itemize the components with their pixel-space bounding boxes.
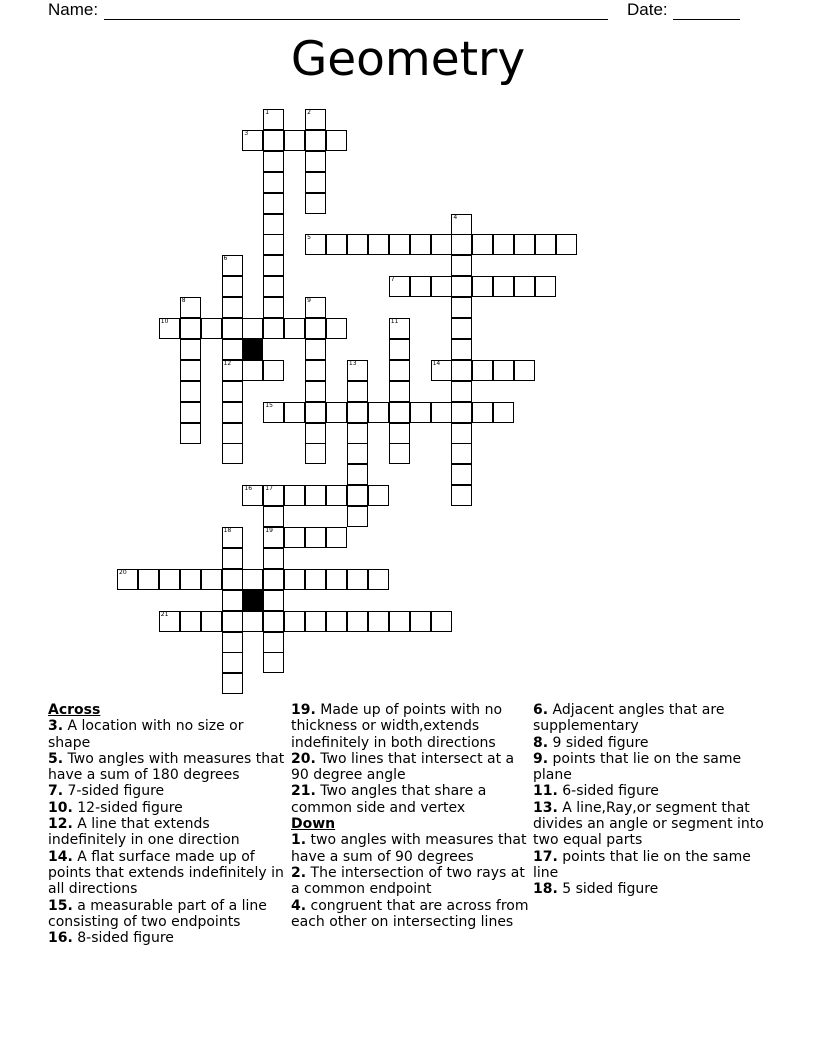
- clue-number-label: 18.: [533, 881, 558, 898]
- down-clue: [533, 702, 773, 735]
- grid-cell[interactable]: [263, 130, 284, 151]
- grid-cell[interactable]: [222, 632, 243, 653]
- grid-cell[interactable]: [159, 569, 180, 590]
- down-clue: [533, 881, 773, 897]
- grid-cell[interactable]: [472, 360, 493, 381]
- clue-text: points that lie on the same line: [533, 848, 751, 881]
- grid-cell[interactable]: [263, 234, 284, 255]
- grid-cell[interactable]: [263, 255, 284, 276]
- clue-number-label: 12.: [48, 816, 73, 833]
- grid-cell[interactable]: [222, 381, 243, 402]
- clue-number-label: 4.: [291, 897, 307, 914]
- clue-number: 16: [244, 485, 253, 493]
- grid-cell[interactable]: [493, 360, 514, 381]
- grid-cell[interactable]: [180, 611, 201, 632]
- grid-cell[interactable]: [263, 611, 284, 632]
- grid-cell[interactable]: [410, 402, 431, 423]
- clue-number-label: 7.: [48, 783, 64, 800]
- grid-cell[interactable]: [326, 485, 347, 506]
- grid-cell[interactable]: [180, 569, 201, 590]
- across-heading: Across: [48, 702, 101, 718]
- clue-number-label: 2.: [291, 864, 307, 881]
- clue-text: congruent that are across from each other on intersecting lines: [291, 897, 529, 930]
- clue-number-label: 16.: [48, 930, 73, 947]
- across-clue: [291, 783, 531, 816]
- grid-cell[interactable]: [242, 569, 263, 590]
- grid-cell[interactable]: [284, 318, 305, 339]
- grid-cell[interactable]: [326, 234, 347, 255]
- grid-cell[interactable]: [410, 276, 431, 297]
- down-clue: [533, 735, 773, 751]
- grid-cell[interactable]: [305, 443, 326, 464]
- grid-cell[interactable]: [263, 214, 284, 235]
- grid-cell[interactable]: [180, 339, 201, 360]
- grid-cell[interactable]: [305, 402, 326, 423]
- grid-cell[interactable]: [284, 402, 305, 423]
- across-clue: [48, 930, 288, 946]
- across-clue: [48, 800, 288, 816]
- clue-number-label: 6.: [533, 702, 549, 718]
- clue-number: 11: [390, 318, 399, 325]
- grid-cell[interactable]: [326, 611, 347, 632]
- grid-cell[interactable]: [284, 611, 305, 632]
- grid-cell[interactable]: [180, 297, 201, 318]
- grid-cell[interactable]: [305, 130, 326, 151]
- clue-column-1: [48, 702, 288, 946]
- across-clue: [48, 898, 288, 931]
- across-clue: [48, 718, 288, 751]
- grid-cell[interactable]: [242, 360, 263, 381]
- grid-cell[interactable]: [368, 234, 389, 255]
- grid-cell[interactable]: [410, 611, 431, 632]
- clue-text: 12-sided figure: [72, 799, 183, 816]
- grid-cell[interactable]: [389, 360, 410, 381]
- grid-cell[interactable]: [263, 360, 284, 381]
- grid-cell[interactable]: [514, 276, 535, 297]
- clue-number: 13: [348, 359, 357, 367]
- grid-cell[interactable]: [451, 381, 472, 402]
- grid-cell[interactable]: [305, 381, 326, 402]
- grid-cell[interactable]: [305, 234, 326, 255]
- across-clue: [48, 849, 288, 898]
- grid-cell[interactable]: [451, 255, 472, 276]
- grid-cell[interactable]: [368, 569, 389, 590]
- grid-cell[interactable]: [347, 402, 368, 423]
- grid-cell[interactable]: [431, 611, 452, 632]
- grid-cell[interactable]: [410, 234, 431, 255]
- grid-cell[interactable]: [222, 652, 243, 673]
- grid-cell[interactable]: [284, 569, 305, 590]
- clue-text: 6-sided figure: [557, 783, 659, 800]
- grid-cell[interactable]: [389, 423, 410, 444]
- grid-cell[interactable]: [326, 527, 347, 548]
- clue-number-label: 14.: [48, 848, 73, 865]
- clue-number: 7: [390, 276, 395, 284]
- grid-cell[interactable]: [347, 569, 368, 590]
- grid-cell[interactable]: [368, 611, 389, 632]
- across-clue-list-b: [291, 702, 531, 816]
- grid-cell[interactable]: [451, 318, 472, 339]
- grid-cell[interactable]: [347, 485, 368, 506]
- grid-cell[interactable]: [389, 276, 410, 297]
- grid-cell[interactable]: [305, 193, 326, 214]
- page-title: Geometry: [290, 32, 526, 87]
- grid-cell[interactable]: [242, 485, 263, 506]
- grid-cell[interactable]: [263, 297, 284, 318]
- grid-cell[interactable]: [305, 318, 326, 339]
- across-clue-list-a: [48, 718, 288, 946]
- grid-cell[interactable]: [263, 151, 284, 172]
- grid-cell[interactable]: [431, 402, 452, 423]
- grid-cell[interactable]: [180, 381, 201, 402]
- grid-cell[interactable]: [556, 234, 577, 255]
- grid-cell[interactable]: [347, 234, 368, 255]
- grid-cell[interactable]: [222, 297, 243, 318]
- grid-cell[interactable]: [263, 632, 284, 653]
- clue-number: 14: [432, 359, 441, 367]
- grid-cell[interactable]: [222, 569, 243, 590]
- black-square: [242, 339, 263, 360]
- across-clue: [48, 783, 288, 799]
- grid-cell[interactable]: [514, 360, 535, 381]
- clue-number: 15: [265, 401, 273, 409]
- grid-cell[interactable]: [305, 339, 326, 360]
- grid-cell[interactable]: [472, 402, 493, 423]
- down-clue: [533, 849, 773, 882]
- grid-cell[interactable]: [493, 402, 514, 423]
- grid-cell[interactable]: [222, 318, 243, 339]
- clue-number-label: 8.: [533, 734, 549, 751]
- across-clue: [291, 702, 531, 751]
- grid-cell[interactable]: [514, 234, 535, 255]
- clue-text: The intersection of two rays at a common endpoint: [291, 864, 525, 898]
- grid-cell[interactable]: [431, 234, 452, 255]
- clue-number: 20: [119, 568, 127, 576]
- grid-cell[interactable]: [263, 548, 284, 569]
- grid-cell[interactable]: [263, 109, 284, 130]
- down-heading: Down: [291, 816, 336, 833]
- clue-number-label: 21.: [291, 783, 316, 800]
- clue-number: 2: [307, 109, 311, 116]
- grid-cell[interactable]: [180, 318, 201, 339]
- across-clue: [291, 751, 531, 784]
- grid-cell[interactable]: [389, 381, 410, 402]
- grid-cell[interactable]: [222, 443, 243, 464]
- grid-cell[interactable]: [389, 611, 410, 632]
- grid-cell[interactable]: [451, 297, 472, 318]
- grid-cell[interactable]: [451, 443, 472, 464]
- grid-cell[interactable]: [493, 234, 514, 255]
- clue-number: 4: [453, 213, 458, 221]
- clue-number: 19: [265, 527, 273, 534]
- grid-cell[interactable]: [347, 443, 368, 464]
- name-label: Name:: [48, 0, 99, 19]
- grid-cell[interactable]: [263, 276, 284, 297]
- black-square: [242, 590, 263, 611]
- clue-number-label: 11.: [533, 783, 558, 800]
- clue-number-label: 1.: [291, 832, 307, 849]
- grid-cell[interactable]: [242, 611, 263, 632]
- grid-cell[interactable]: [263, 485, 284, 506]
- grid-cell[interactable]: [138, 569, 159, 590]
- clue-number: 1: [265, 109, 270, 116]
- grid-cell[interactable]: [451, 234, 472, 255]
- clue-number-label: 9.: [533, 750, 549, 767]
- clue-number-label: 15.: [48, 897, 73, 914]
- down-clue: [291, 865, 531, 898]
- grid-cell[interactable]: [451, 464, 472, 485]
- grid-cell[interactable]: [347, 423, 368, 444]
- clue-number: 10: [160, 318, 169, 325]
- clue-number-label: 19.: [291, 702, 316, 718]
- grid-cell[interactable]: [305, 109, 326, 130]
- clue-number-label: 17.: [533, 848, 558, 865]
- clue-number: 17: [265, 485, 273, 493]
- grid-cell[interactable]: [347, 506, 368, 527]
- grid-cell[interactable]: [180, 423, 201, 444]
- grid-cell[interactable]: [222, 360, 243, 381]
- clue-text: a measurable part of a line consisting of two endpoints: [48, 897, 267, 930]
- grid-cell[interactable]: [347, 464, 368, 485]
- grid-cell[interactable]: [180, 360, 201, 381]
- grid-cell[interactable]: [451, 214, 472, 235]
- grid-cell[interactable]: [159, 611, 180, 632]
- grid-cell[interactable]: [326, 318, 347, 339]
- date-label: Date:: [627, 0, 668, 19]
- down-clue-list-a: [291, 832, 531, 930]
- grid-cell[interactable]: [347, 611, 368, 632]
- grid-cell[interactable]: [284, 130, 305, 151]
- grid-cell[interactable]: [222, 339, 243, 360]
- clue-number-label: 10.: [48, 799, 73, 816]
- grid-cell[interactable]: [451, 360, 472, 381]
- grid-cell[interactable]: [263, 402, 284, 423]
- grid-cell[interactable]: [493, 276, 514, 297]
- down-clue: [533, 800, 773, 849]
- grid-cell[interactable]: [305, 172, 326, 193]
- clue-text: A location with no size or shape: [48, 718, 244, 751]
- grid-cell[interactable]: [263, 318, 284, 339]
- clue-number: 5: [307, 234, 311, 242]
- grid-cell[interactable]: [263, 652, 284, 673]
- grid-cell[interactable]: [347, 381, 368, 402]
- clue-text: points that lie on the same plane: [533, 750, 742, 784]
- grid-cell[interactable]: [222, 276, 243, 297]
- grid-cell[interactable]: [284, 485, 305, 506]
- clue-text: 9 sided figure: [548, 734, 649, 751]
- clue-number: 8: [181, 297, 186, 305]
- grid-cell[interactable]: [451, 276, 472, 297]
- grid-cell[interactable]: [305, 423, 326, 444]
- grid-cell[interactable]: [305, 611, 326, 632]
- clue-column-3: [533, 702, 773, 898]
- down-clue: [533, 751, 773, 784]
- grid-cell[interactable]: [263, 506, 284, 527]
- grid-cell[interactable]: [326, 130, 347, 151]
- clue-text: 8-sided figure: [72, 930, 174, 947]
- clue-number-label: 5.: [48, 750, 64, 767]
- grid-cell[interactable]: [389, 339, 410, 360]
- grid-cell[interactable]: [326, 569, 347, 590]
- grid-cell[interactable]: [535, 276, 556, 297]
- down-clue: [291, 832, 531, 865]
- clue-number: 12: [223, 359, 232, 367]
- clue-text: A line,Ray,or segment that divides an angle or segment into two equal parts: [533, 799, 764, 849]
- grid-cell[interactable]: [222, 527, 243, 548]
- grid-cell[interactable]: [472, 276, 493, 297]
- clue-number-label: 13.: [533, 799, 558, 816]
- grid-cell[interactable]: [284, 527, 305, 548]
- grid-cell[interactable]: [201, 569, 222, 590]
- clue-text: Two lines that intersect at a 90 degree angle: [291, 750, 515, 784]
- grid-cell[interactable]: [222, 255, 243, 276]
- grid-cell[interactable]: [242, 130, 263, 151]
- clue-text: two angles with measures that have a sum of 90 degrees: [291, 832, 527, 865]
- grid-cell[interactable]: [222, 402, 243, 423]
- grid-cell[interactable]: [222, 548, 243, 569]
- clue-text: Two angles with measures that have a sum of 180 degrees: [48, 750, 285, 784]
- down-clue-list-b: [533, 702, 773, 898]
- clue-column-2: [291, 702, 531, 930]
- grid-cell[interactable]: [451, 339, 472, 360]
- clue-text: 5 sided figure: [557, 881, 659, 898]
- grid-cell[interactable]: [242, 318, 263, 339]
- grid-cell[interactable]: [305, 360, 326, 381]
- grid-cell[interactable]: [263, 569, 284, 590]
- grid-cell[interactable]: [117, 569, 138, 590]
- grid-cell[interactable]: [305, 151, 326, 172]
- clue-number: 21: [160, 610, 169, 618]
- grid-cell[interactable]: [305, 485, 326, 506]
- grid-cell[interactable]: [535, 234, 556, 255]
- clue-text: Adjacent angles that are supplementary: [533, 702, 725, 735]
- grid-cell[interactable]: [305, 569, 326, 590]
- grid-cell[interactable]: [472, 234, 493, 255]
- grid-cell[interactable]: [368, 485, 389, 506]
- grid-cell[interactable]: [368, 402, 389, 423]
- grid-cell[interactable]: [263, 590, 284, 611]
- grid-cell[interactable]: [389, 402, 410, 423]
- clue-number: 3: [244, 129, 249, 137]
- clue-text: 7-sided figure: [63, 783, 165, 800]
- grid-cell[interactable]: [451, 485, 472, 506]
- across-clue: [48, 816, 288, 849]
- grid-cell[interactable]: [389, 318, 410, 339]
- grid-cell[interactable]: [389, 234, 410, 255]
- clue-text: A flat surface made up of points that extends indefinitely in all directions: [48, 848, 284, 898]
- grid-cell[interactable]: [431, 276, 452, 297]
- grid-cell[interactable]: [326, 402, 347, 423]
- grid-cell[interactable]: [201, 611, 222, 632]
- down-clue: [533, 783, 773, 799]
- grid-cell[interactable]: [305, 297, 326, 318]
- grid-cell[interactable]: [201, 318, 222, 339]
- clue-number: 9: [307, 297, 311, 305]
- grid-cell[interactable]: [222, 590, 243, 611]
- down-clue: [291, 898, 531, 931]
- clue-number-label: 3.: [48, 718, 64, 735]
- clue-number: 6: [223, 255, 228, 263]
- grid-cell[interactable]: [263, 193, 284, 214]
- grid-cell[interactable]: [263, 527, 284, 548]
- grid-cell[interactable]: [431, 360, 452, 381]
- grid-cell[interactable]: [389, 443, 410, 464]
- grid-cell[interactable]: [451, 402, 472, 423]
- clue-number-label: 20.: [291, 750, 316, 767]
- grid-cell[interactable]: [222, 611, 243, 632]
- grid-cell[interactable]: [159, 318, 180, 339]
- clue-text: A line that extends indefinitely in one direction: [48, 816, 240, 849]
- grid-cell[interactable]: [305, 527, 326, 548]
- grid-cell[interactable]: [222, 423, 243, 444]
- grid-cell[interactable]: [263, 172, 284, 193]
- grid-cell[interactable]: [222, 673, 243, 694]
- clue-text: Made up of points with no thickness or width,extends indefinitely in both directions: [291, 702, 503, 751]
- grid-cell[interactable]: [347, 360, 368, 381]
- clue-number: 18: [223, 527, 232, 534]
- across-clue: [48, 751, 288, 784]
- clue-text: Two angles that share a common side and vertex: [291, 783, 487, 816]
- grid-cell[interactable]: [180, 402, 201, 423]
- grid-cell[interactable]: [451, 423, 472, 444]
